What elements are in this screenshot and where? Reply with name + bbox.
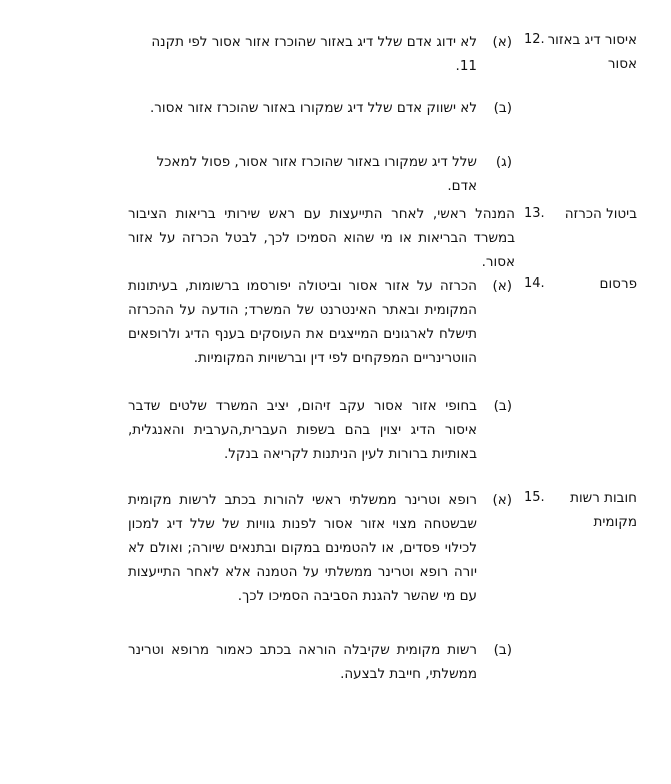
- section-12-clause-c-text: שלל דיג שמקורו באזור שהוכרז אזור אסור, פסול למאכל אדם.: [156, 154, 477, 194]
- section-14-title: פרסום: [599, 276, 637, 292]
- section-12-clause-a-text: לא ידוג אדם שלל דיג באזור שהוכרז אזור אסור לפי תקנה 11.: [151, 34, 477, 74]
- section-14-clause-b-letter: (ב): [493, 398, 512, 414]
- section-15-clause-b-text: רשות מקומית שקיבלה הוראה בכתב כאמור מרופא וטרינר ממשלתי, חייבת לבצעה.: [128, 642, 477, 682]
- section-13-text: המנהל ראשי, לאחר התייעצות עם ראש שירותי בריאות הציבור במשרד הבריאות או מי שהוא הסמיכו לכך, לבטל הכרזה על אזור אסור.: [128, 206, 515, 270]
- section-12-clause-b-letter: (ב): [493, 100, 512, 116]
- section-14-clause-b-text: בחופי אזור אסור עקב זיהום, יציב המשרד שלטים שדבר איסור הדיג יצוין בהם בשפות העברית,הערבית והאנגלית, באותיות ברורות לעין הניתנות לקריאה בנקל.: [128, 398, 477, 462]
- section-15-clause-b-letter: (ב): [493, 642, 512, 658]
- section-14-clause-a-letter: (א): [492, 278, 512, 294]
- section-14-number: 14.: [524, 276, 545, 291]
- section-12-number: 12.: [524, 32, 545, 47]
- section-15-title: חובות רשות מקומית: [570, 490, 637, 530]
- section-12-clause-a-letter: (א): [492, 34, 512, 50]
- section-13-number: 13.: [524, 206, 545, 221]
- section-15-clause-a-text: רופא וטרינר ממשלתי ראשי להורות בכתב לרשות מקומית שבשטחה מצוי אזור אסור לפנות גוויות של שלל דיג למכון לכילוי פסדים, או להטמינם במקום ובתנאים שיורה; ואולם לא יורה רופא וטרינר ממשלתי על הטמנה אלא לאחר התייעצות עם מי שהשר להגנת הסביבה הסמיכו לכך.: [128, 492, 477, 604]
- section-12-clause-b-text: לא ישווק אדם שלל דיג שמקורו באזור שהוכרז אזור אסור.: [149, 100, 477, 116]
- section-12-clause-c-letter: (ג): [495, 154, 512, 170]
- section-15-number: 15.: [524, 490, 545, 505]
- section-14-clause-a-text: הכרזה על אזור אסור וביטולה יפורסמו ברשומות, בעיתונות המקומית ובאתר האינטרנט של המשרד; הודעה על ההכרזה תישלח לארגונים המייצגים את העוסקים בענף הדיג ולרופאים הווטרינריים המפקחים לפי דין וברשויות המקומיות.: [128, 278, 477, 366]
- section-15-clause-a-letter: (א): [492, 492, 512, 508]
- section-13-title: ביטול הכרזה: [564, 206, 637, 222]
- section-12-title: איסור דיג באזור אסור: [547, 32, 637, 72]
